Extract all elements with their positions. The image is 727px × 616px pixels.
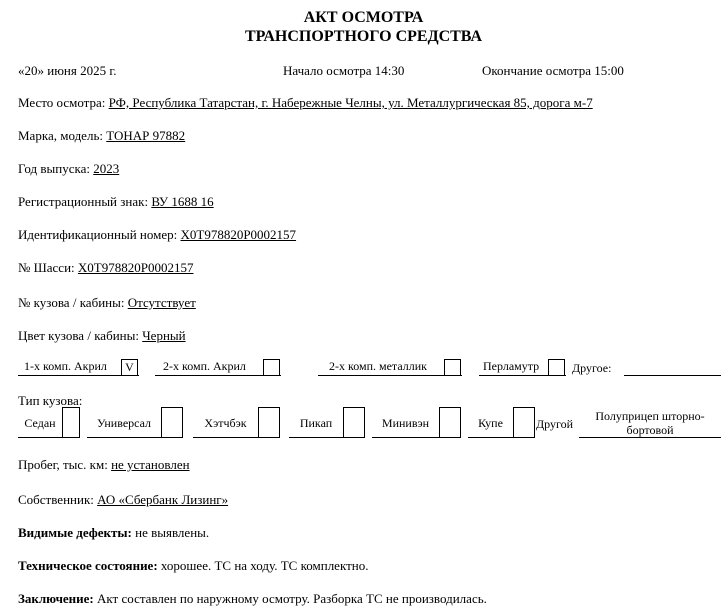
owner-label: Собственник: <box>18 492 98 507</box>
body-type-universal-checkbox[interactable] <box>161 407 183 438</box>
tech-state-value: хорошее. ТС на ходу. ТС комплектно. <box>157 558 369 573</box>
mileage-label: Пробег, тыс. км: <box>18 457 112 472</box>
conclusion-row <box>18 591 487 607</box>
reg-value: ВУ 1688 16 <box>151 194 214 209</box>
color-value: Черный <box>142 328 186 343</box>
place-row <box>18 95 593 111</box>
paint-option-metallic <box>318 356 462 376</box>
inspection-end: Окончание осмотра 15:00 <box>482 63 624 78</box>
inspection-date: «20» июня 2025 г. <box>18 63 117 78</box>
paint-option-metallic-label: 2-х комп. металлик <box>329 359 427 373</box>
vin-label: Идентификационный номер: <box>18 227 181 242</box>
document-title-line1: АКТ ОСМОТРА <box>303 9 424 26</box>
brand-row <box>18 128 185 144</box>
body-type-coupe-label: Купе <box>478 416 503 430</box>
body-type-universal-label: Универсал <box>96 416 152 430</box>
body-type-other-value[interactable]: Полуприцеп шторно-бортовой <box>579 407 721 438</box>
body-type-hatchback-label: Хэтчбэк <box>204 416 247 430</box>
owner-row <box>18 492 228 508</box>
tech-state-row <box>18 558 369 574</box>
owner-value: АО «Сбербанк Лизинг» <box>97 492 229 507</box>
body-type-sedan-label: Седан <box>24 416 56 430</box>
chassis-value: Х0Т978820Р0002157 <box>77 260 194 275</box>
color-label: Цвет кузова / кабины: <box>18 328 143 343</box>
year-label: Год выпуска: <box>18 161 94 176</box>
brand-label: Марка, модель: <box>18 128 107 143</box>
body-type-pickup-checkbox[interactable] <box>343 407 365 438</box>
tech-state-label: Техническое состояние: <box>18 558 158 573</box>
vin-row <box>18 227 296 243</box>
paint-option-acryl-2-label: 2-х комп. Акрил <box>163 359 246 373</box>
paint-option-acryl-1-label: 1-х комп. Акрил <box>24 359 107 373</box>
body-type-sedan-checkbox[interactable] <box>62 407 80 438</box>
mileage-row <box>18 457 190 473</box>
body-type-minivan-label: Минивэн <box>381 416 430 430</box>
body-number-label: № кузова / кабины: <box>18 295 128 310</box>
document-title-line2: ТРАНСПОРТНОГО СРЕДСТВА <box>244 28 483 45</box>
body-type-other-label: Другой <box>536 417 574 431</box>
defects-label: Видимые дефекты: <box>18 525 132 540</box>
defects-row <box>18 525 209 541</box>
place-label: Место осмотра: <box>18 95 109 110</box>
vin-value: Х0Т978820Р0002157 <box>180 227 297 242</box>
paint-checkbox-acryl-1[interactable]: V <box>121 359 138 376</box>
brand-value: ТОНАР 97882 <box>106 128 186 143</box>
paint-checkbox-metallic[interactable] <box>444 359 461 376</box>
conclusion-label: Заключение: <box>18 591 94 606</box>
body-type-coupe-checkbox[interactable] <box>513 407 535 438</box>
chassis-label: № Шасси: <box>18 260 78 275</box>
color-row <box>18 328 186 344</box>
conclusion-value: Акт составлен по наружному осмотру. Разборка ТС не производилась. <box>93 591 487 606</box>
body-number-row <box>18 295 196 311</box>
year-value: 2023 <box>93 161 120 176</box>
paint-option-pearl-label: Перламутр <box>483 359 540 373</box>
paint-checkbox-acryl-2[interactable] <box>263 359 280 376</box>
body-type-pickup-label: Пикап <box>299 416 333 430</box>
body-type-label: Тип кузова: <box>18 393 83 408</box>
place-value: РФ, Республика Татарстан, г. Набережные Челны, ул. Металлургическая 85, дорога м-7 <box>108 95 593 110</box>
inspection-start: Начало осмотра 14:30 <box>283 63 405 78</box>
year-row <box>18 161 119 177</box>
chassis-row <box>18 260 193 276</box>
body-type-minivan-checkbox[interactable] <box>439 407 461 438</box>
defects-value: не выявлены. <box>131 525 210 540</box>
reg-row <box>18 194 214 210</box>
body-type-hatchback-checkbox[interactable] <box>258 407 280 438</box>
reg-label: Регистрационный знак: <box>18 194 152 209</box>
paint-other-field[interactable] <box>624 375 721 376</box>
mileage-value: не установлен <box>111 457 190 472</box>
paint-checkbox-pearl[interactable] <box>548 359 565 376</box>
paint-other-label: Другое: <box>572 361 612 375</box>
body-number-value: Отсутствует <box>127 295 196 310</box>
